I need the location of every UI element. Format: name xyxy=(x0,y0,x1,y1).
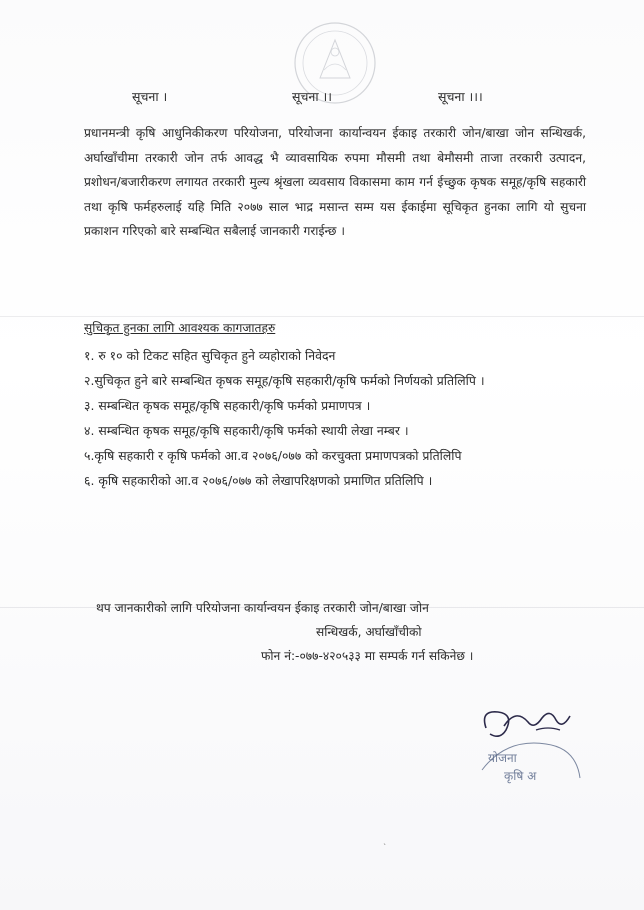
requirement-item: ४. सम्बन्धित कृषक समूह/कृषि सहकारी/कृषि फर्मको स्थायी लेखा नम्बर । xyxy=(84,423,409,438)
notice-heading-2: सूचना ।। xyxy=(292,89,333,104)
notice-body-paragraph: प्रधानमन्त्री कृषि आधुनिकीकरण परियोजना, परियोजना कार्यान्वयन ईकाइ तरकारी जोन/बाखा जोन सन्धिखर्क, अर्घाखाँचीमा तरकारी जोन तर्फ आवद्ध भै व्यावसायिक रुपमा मौसमी तथा बेमौसमी ताजा तरकारी उत्पादन, प्रशोधन/बजारीकरण लगायत तरकारी मुल्य श्रृंखला व्यवसाय विकासमा काम गर्न ईच्छुक कृषक समूह/कृषि सहकारी तथा कृषि फर्महरुलाई यहि मिति २०७७ साल भाद्र मसान्त सम्म यस ईकाईमा सूचिकृत हुनका लागि यो सुचना प्रकाशन गरिएको बारे सम्बन्धित सबैलाई जानकारी गराईन्छ । xyxy=(84,126,586,238)
stamp-text-1: योजना xyxy=(488,751,517,765)
contact-phone-line: फोन नं:-०७७-४२०५३३ मा सम्पर्क गर्न सकिनेछ । xyxy=(261,649,474,663)
requirement-item: ६. कृषि सहकारीको आ.व २०७६/०७७ को लेखापरिक्षणको प्रमाणित प्रतिलिपि । xyxy=(84,473,433,488)
notice-heading-row xyxy=(0,88,644,108)
contact-line-1: थप जानकारीको लागि परियोजना कार्यान्वयन ईकाइ तरकारी जोन/बाखा जोन xyxy=(96,601,429,615)
notice-heading-1: सूचना । xyxy=(132,89,168,104)
requirement-item: ५.कृषि सहकारी र कृषि फर्मको आ.व २०७६/०७७ को करचुक्ता प्रमाणपत्रको प्रतिलिपि xyxy=(84,448,462,463)
requirement-item: १. रु १० को टिकट सहित सुचिकृत हुने व्यहोराको निवेदन xyxy=(84,348,336,363)
page-mark: ` xyxy=(383,843,387,852)
requirement-item: ३. सम्बन्धित कृषक समूह/कृषि सहकारी/कृषि फर्मको प्रमाणपत्र । xyxy=(84,398,371,413)
requirements-list xyxy=(84,343,586,493)
signature-stamp-icon xyxy=(476,700,586,790)
requirement-item: २.सुचिकृत हुने बारे सम्बन्धित कृषक समूह/कृषि सहकारी/कृषि फर्मको निर्णयको प्रतिलिपि । xyxy=(84,373,485,388)
paper-fold-line xyxy=(0,316,644,317)
requirements-heading: सुचिकृत हुनका लागि आवश्यक कागजातहरु xyxy=(84,321,276,335)
stamp-text-2: कृषि अ xyxy=(504,769,537,783)
contact-line-2: सन्धिखर्क, अर्घाखाँचीको xyxy=(316,625,422,639)
notice-heading-3: सूचना ।।। xyxy=(438,89,483,104)
contact-footer xyxy=(96,596,586,668)
